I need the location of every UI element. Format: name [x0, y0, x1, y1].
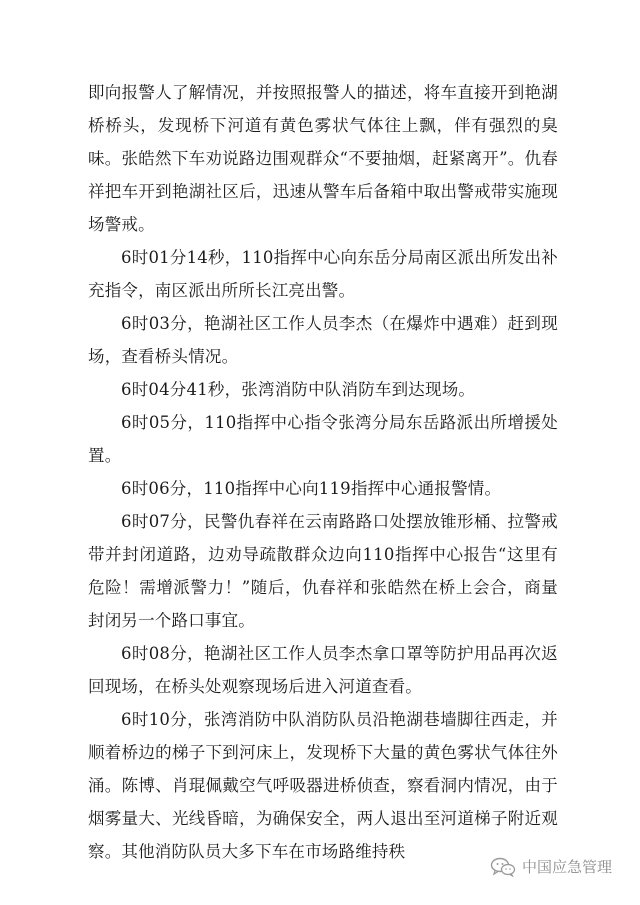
paragraph: 6时03分，艳湖社区工作人员李杰（在爆炸中遇难）赶到现场，查看桥头情况。: [88, 314, 558, 366]
paragraph: 6时06分，110指挥中心向119指挥中心通报警情。: [121, 479, 502, 498]
watermark: [490, 856, 612, 877]
paragraph: 即向报警人了解情况，并按照报警人的描述，将车直接开到艳湖桥桥头，发现桥下河道有黄色雾状气体往上飘，伴有强烈的臭味。张皓然下车劝说路边围观群众“不要抽烟，赶紧离开”。仇春祥把车开到艳湖社区后，迅速从警车后备箱中取出警戒带实施现场警戒。: [88, 83, 558, 234]
paragraph: 6时08分，艳湖社区工作人员李杰拿口罩等防护用品再次返回现场，在桥头处观察现场后进入河道查看。: [88, 644, 558, 696]
paragraph: 6时07分，民警仇春祥在云南路路口处摆放锥形桶、拉警戒带并封闭道路，边劝导疏散群众边向110指挥中心报告“这里有危险！需增派警力！”随后，仇春祥和张皓然在桥上会合，商量封闭另一个路口事宜。: [88, 512, 558, 630]
watermark-text: 中国应急管理: [521, 858, 612, 876]
wechat-icon: [490, 857, 516, 877]
paragraph: 6时01分14秒，110指挥中心向东岳分局南区派出所发出补充指令，南区派出所所长江亮出警。: [88, 248, 558, 300]
paragraph: 6时10分，张湾消防中队消防队员沿艳湖巷墙脚往西走，并顺着桥边的梯子下到河床上，发现桥下大量的黄色雾状气体往外涌。陈博、肖琨佩戴空气呼吸器进桥侦查，察看洞内情况，由于烟雾量大、光线昏暗，为确保安全，两人退出至河道梯子附近观察。其他消防队员大多下车在市场路维持秩: [88, 710, 558, 861]
paragraph: 6时05分，110指挥中心指令张湾分局东岳路派出所增援处置。: [88, 413, 558, 465]
paragraph: 6时04分41秒，张湾消防中队消防车到达现场。: [121, 380, 476, 399]
document-body: [88, 76, 558, 868]
